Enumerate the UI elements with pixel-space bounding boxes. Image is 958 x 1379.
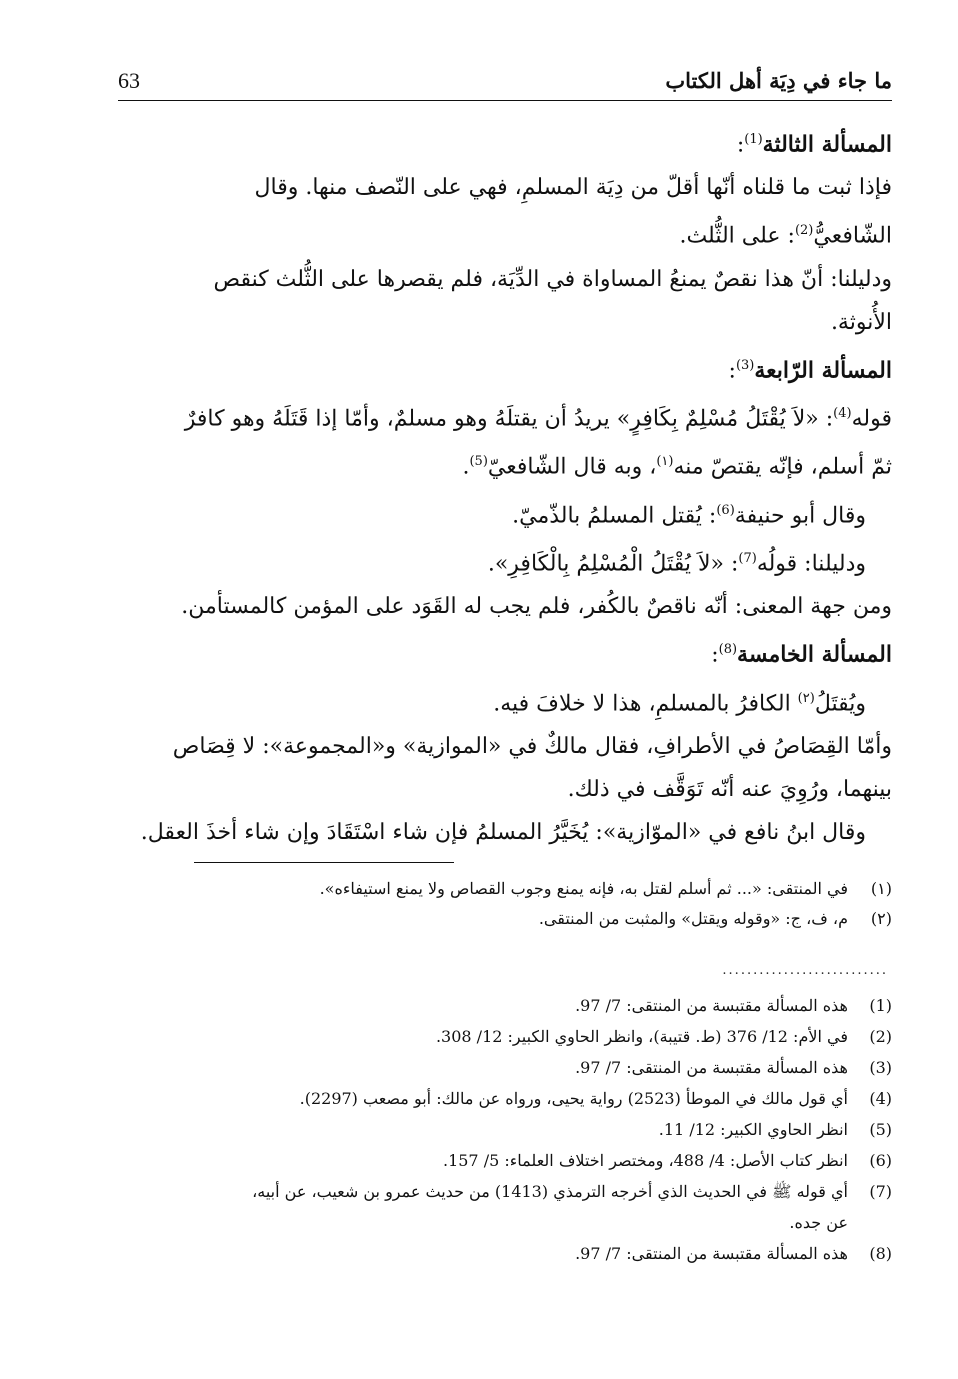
line-text: الأُنوثة.: [830, 309, 892, 335]
line-text: قوله: [851, 406, 892, 432]
text-line: [118, 585, 892, 628]
line-text: ومن جهة المعنى: أنّه ناقصٌ بالكُفر، فلم يجب له القَوَد على المؤمن كالمستأمن.: [181, 594, 892, 620]
line-text: وقال ابنُ نافع في «الموّازية»: يُخَيَّرُ المسلمُ فإن شاء اسْتَقَادَ وإن شاء أخذَ العقل.: [140, 819, 866, 845]
footnote: [118, 1083, 892, 1114]
footnote-number: (4): [869, 1089, 892, 1108]
footnote-ref: (5): [469, 454, 488, 470]
line-text: ثمّ أسلم، فإنّه يقتصّ منه: [673, 454, 892, 480]
text-line: [118, 166, 892, 209]
line-text: : يُقتل المسلمُ بالذّميّ.: [512, 502, 717, 528]
line-text: :: [736, 132, 745, 158]
footnote-ref: (4): [833, 405, 852, 421]
page-number: 63: [118, 68, 140, 93]
text-line: [118, 811, 892, 854]
footnote-text: م، ف، ج: «وقوله ويقتل» والمثبت من المنتقى.: [538, 909, 848, 928]
footnote-number: (1): [869, 996, 892, 1015]
section-heading: [118, 344, 892, 392]
line-text: ، وبه قال الشّافعيّ: [487, 454, 657, 480]
line-text: :: [728, 357, 736, 383]
footnote-text: في الأم: 12/ 376 (ط. قتيبة)، وانظر الحاوي الكبير: 12/ 308.: [435, 1027, 848, 1046]
footnote-number: (6): [869, 1151, 892, 1170]
text-line: [118, 768, 892, 811]
editor-footnotes: [118, 990, 892, 1269]
line-text: :: [711, 642, 719, 668]
footnote-separator: [194, 862, 454, 863]
footnote-ref: (8): [718, 642, 738, 658]
footnote-ref: (6): [716, 502, 735, 518]
line-text: الشّافعيُّ: [813, 223, 892, 249]
running-title: ما جاء في دِيَة أهل الكتاب: [665, 68, 892, 93]
line-text: : «لاَ يُقْتَلُ مُسْلِمٌ بِكَافِرٍ» يريدُ أن يقتلَهُ وهو مسلمٌ، وأمّا إذا قَتَلَهُ وهو كافرٌ: [184, 406, 834, 432]
footnote: [118, 990, 892, 1021]
heading-text: المسألة الخامسة: [737, 641, 892, 668]
text-line: [118, 258, 892, 301]
footnote-ref: (1): [744, 132, 763, 147]
text-line: [118, 440, 892, 488]
main-text: [118, 118, 892, 854]
footnote-ref: (7): [738, 550, 757, 566]
footnote: [118, 1238, 892, 1269]
line-text: فإذا ثبت ما قلناه أنّها أقلّ من دِيَة المسلمِ، فهي على النّصف منها. وقال: [254, 175, 892, 201]
line-text: وقال أبو حنيفة: [734, 502, 866, 528]
line-text: وأمّا القِصَاصُ في الأطرافِ، فقال مالكٌ في «الموازية» و«المجموعة»: لا قِصَاص: [172, 733, 892, 759]
footnote: [150, 904, 892, 934]
footnote-text: في المنتقى: «... ثم أسلم لقتل به، فإنه يمنع وجوب القصاص ولا يمنع استيفاءه».: [319, 879, 848, 898]
footnote: [118, 1052, 892, 1083]
section-heading: [118, 118, 892, 166]
footnote-text: أي قول مالك في الموطأ (2523) رواية يحيى، ورواه عن مالك: أبو مصعب (2297).: [299, 1089, 848, 1108]
footnote-number: (3): [869, 1058, 892, 1077]
heading-text: المسألة الثالثة: [762, 131, 892, 158]
dotted-separator: ...........................: [722, 963, 888, 978]
heading-text: المسألة الرّابعة: [754, 356, 892, 383]
footnote-text: هذه المسألة مقتبسة من المنتقى: 7/ 97.: [575, 1244, 848, 1263]
footnote-continuation: عن جده.: [789, 1213, 848, 1232]
footnote-number: (8): [869, 1244, 892, 1263]
footnote: [118, 1021, 892, 1052]
text-line: [118, 209, 892, 257]
line-text: الكافرُ بالمسلمِ، هذا لا خلافَ فيه.: [493, 690, 798, 716]
footnote: [118, 1176, 892, 1207]
footnote-number: (٢): [870, 909, 892, 928]
footnote: [150, 874, 892, 904]
text-line: [118, 725, 892, 768]
footnote-text: انظر الحاوي الكبير: 12/ 11.: [658, 1120, 848, 1139]
footnote-number: (5): [869, 1120, 892, 1139]
line-text: ودليلنا: أنّ هذا نقصٌ يمنعُ المساواة في الدِّيَة، فلم يقصرها على الثُّلث كنقص: [213, 266, 892, 292]
footnote-ref: (٢): [797, 690, 815, 706]
header-rule: [118, 100, 892, 101]
text-line: [118, 392, 892, 440]
footnote-text: هذه المسألة مقتبسة من المنتقى: 7/ 97.: [575, 996, 848, 1015]
footnote-text: أي قوله ﷺ في الحديث الذي أخرجه الترمذي (1413) من حديث عمرو بن شعيب، عن أبيه،: [252, 1182, 848, 1201]
text-line: [118, 489, 892, 537]
footnote-ref: (١): [656, 454, 674, 470]
footnote-text: انظر كتاب الأصل: 4/ 488، ومختصر اختلاف العلماء: 5/ 157.: [442, 1151, 848, 1170]
section-heading: [118, 628, 892, 676]
footnote-ref: (2): [794, 223, 814, 239]
text-line: [118, 537, 892, 585]
line-text: : على الثُّلث.: [679, 223, 795, 249]
footnote: [118, 1114, 892, 1145]
footnote-number: (7): [869, 1182, 892, 1201]
footnote-number: (2): [869, 1027, 892, 1046]
line-text: .: [462, 454, 470, 480]
line-text: ويُقتَلُ: [814, 690, 866, 716]
footnote-number: (١): [870, 879, 892, 898]
line-text: بينهما، ورُوِيَ عنه أنّه تَوَقَّف في ذلك.: [567, 776, 892, 802]
footnote-text: هذه المسألة مقتبسة من المنتقى: 7/ 97.: [575, 1058, 848, 1077]
footnote: [118, 1145, 892, 1176]
footnote-ref: (3): [735, 357, 755, 373]
manuscript-footnotes: [150, 874, 892, 934]
page-header: [118, 62, 892, 102]
line-text: : «لاَ يُقْتَلُ الْمُسْلِمُ بِالْكَافِرِ».: [487, 551, 739, 577]
line-text: ودليلنا: قولُه: [756, 551, 866, 577]
text-line: [118, 677, 892, 725]
text-line: [118, 301, 892, 344]
